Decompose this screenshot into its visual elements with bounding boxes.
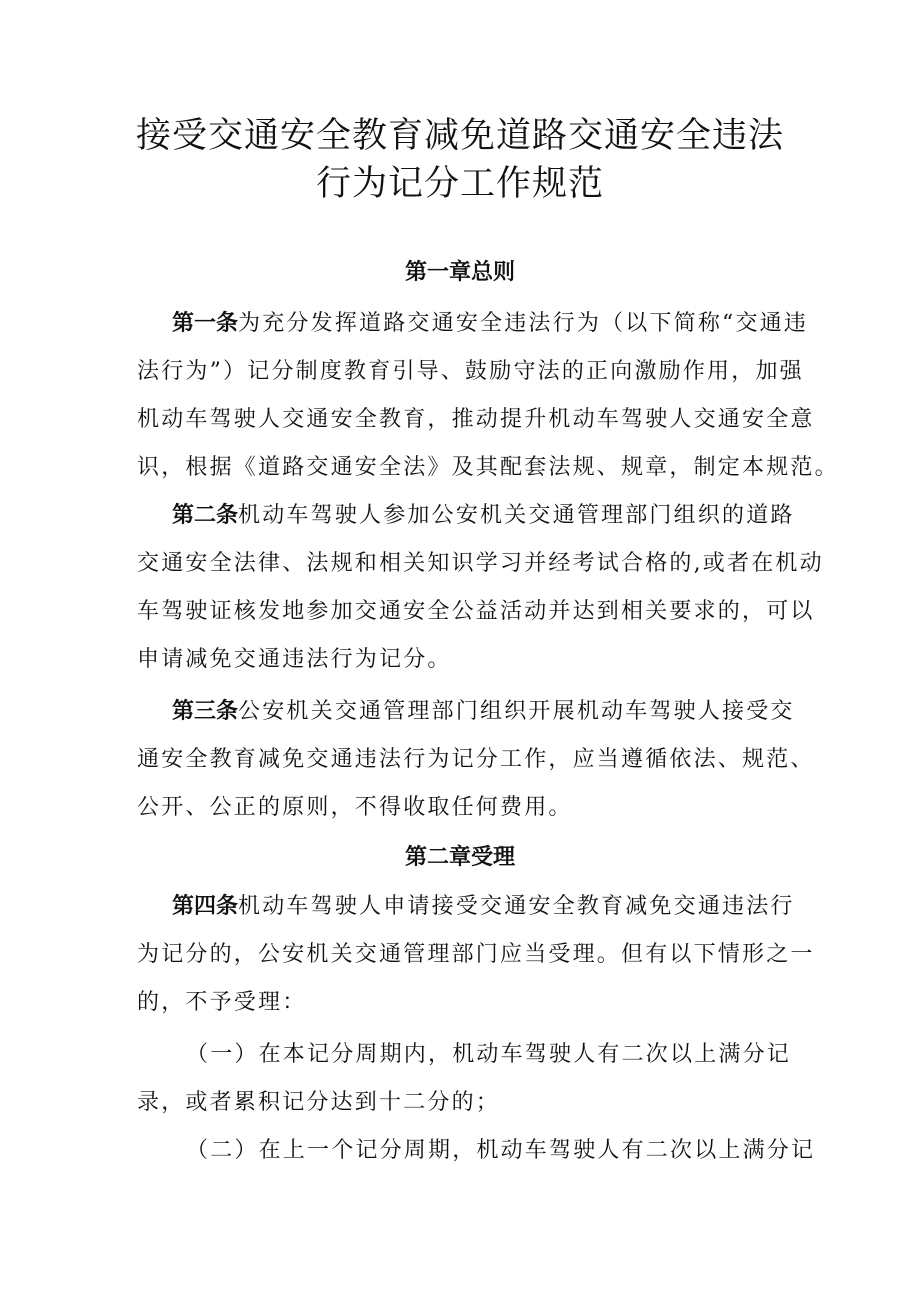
article-3-line-3: 公开、公正的原则，不得收取任何费用。 xyxy=(137,795,573,820)
article-2-line-2: 交通安全法律、法规和相关知识学习并经考试合格的,或者在机动 xyxy=(137,551,824,576)
chapter-1-heading: 第一章总则 xyxy=(404,260,515,285)
article-1-label: 第一条 xyxy=(172,311,239,336)
article-1-line-1 xyxy=(172,309,808,339)
article-3-label: 第三条 xyxy=(172,699,239,724)
article-2-text-1: 机动车驾驶人参加公安机关交通管理部门组织的道路 xyxy=(238,503,795,528)
article-4-line-2: 为记分的，公安机关交通管理部门应当受理。但有以下情形之一 xyxy=(137,942,815,967)
article-1-line-4: 识，根据《道路交通安全法》及其配套法规、规章，制定本规范。 xyxy=(137,455,839,480)
article-4-line-1 xyxy=(172,892,795,922)
article-4-text-1: 机动车驾驶人申请接受交通安全教育减免交通违法行 xyxy=(238,894,795,919)
article-2-line-1 xyxy=(172,501,795,531)
document-title-line-1: 接受交通安全教育减免道路交通安全违法 xyxy=(135,116,784,156)
article-1-line-2: 法行为”）记分制度教育引导、鼓励守法的正向激励作用，加强 xyxy=(137,359,804,384)
item-2-line-1: （二）在上一个记分周期，机动车驾驶人有二次以上满分记 xyxy=(186,1138,816,1163)
article-4-label: 第四条 xyxy=(172,894,239,919)
document-title-line-2: 行为记分工作规范 xyxy=(315,164,604,204)
article-2-label: 第二条 xyxy=(172,503,239,528)
article-2-line-3: 车驾驶证核发地参加交通安全公益活动并达到相关要求的，可以 xyxy=(137,599,815,624)
article-3-line-2: 通安全教育减免交通违法行为记分工作，应当遵循依法、规范、 xyxy=(137,747,815,772)
chapter-2-heading: 第二章受理 xyxy=(404,845,515,870)
article-2-line-4: 申请减免交通违法行为记分。 xyxy=(137,647,452,672)
article-1-line-3: 机动车驾驶人交通安全教育，推动提升机动车驾驶人交通安全意 xyxy=(137,407,815,432)
article-1-text-1: 为充分发挥道路交通安全违法行为（以下简称“交通违 xyxy=(238,311,809,336)
item-1-line-2: 录，或者累积记分达到十二分的； xyxy=(137,1090,501,1115)
item-1-line-1: （一）在本记分周期内，机动车驾驶人有二次以上满分记 xyxy=(186,1042,792,1067)
article-4-line-3: 的，不予受理： xyxy=(137,990,307,1015)
article-3-line-1 xyxy=(172,697,795,727)
article-3-text-1: 公安机关交通管理部门组织开展机动车驾驶人接受交 xyxy=(238,699,795,724)
